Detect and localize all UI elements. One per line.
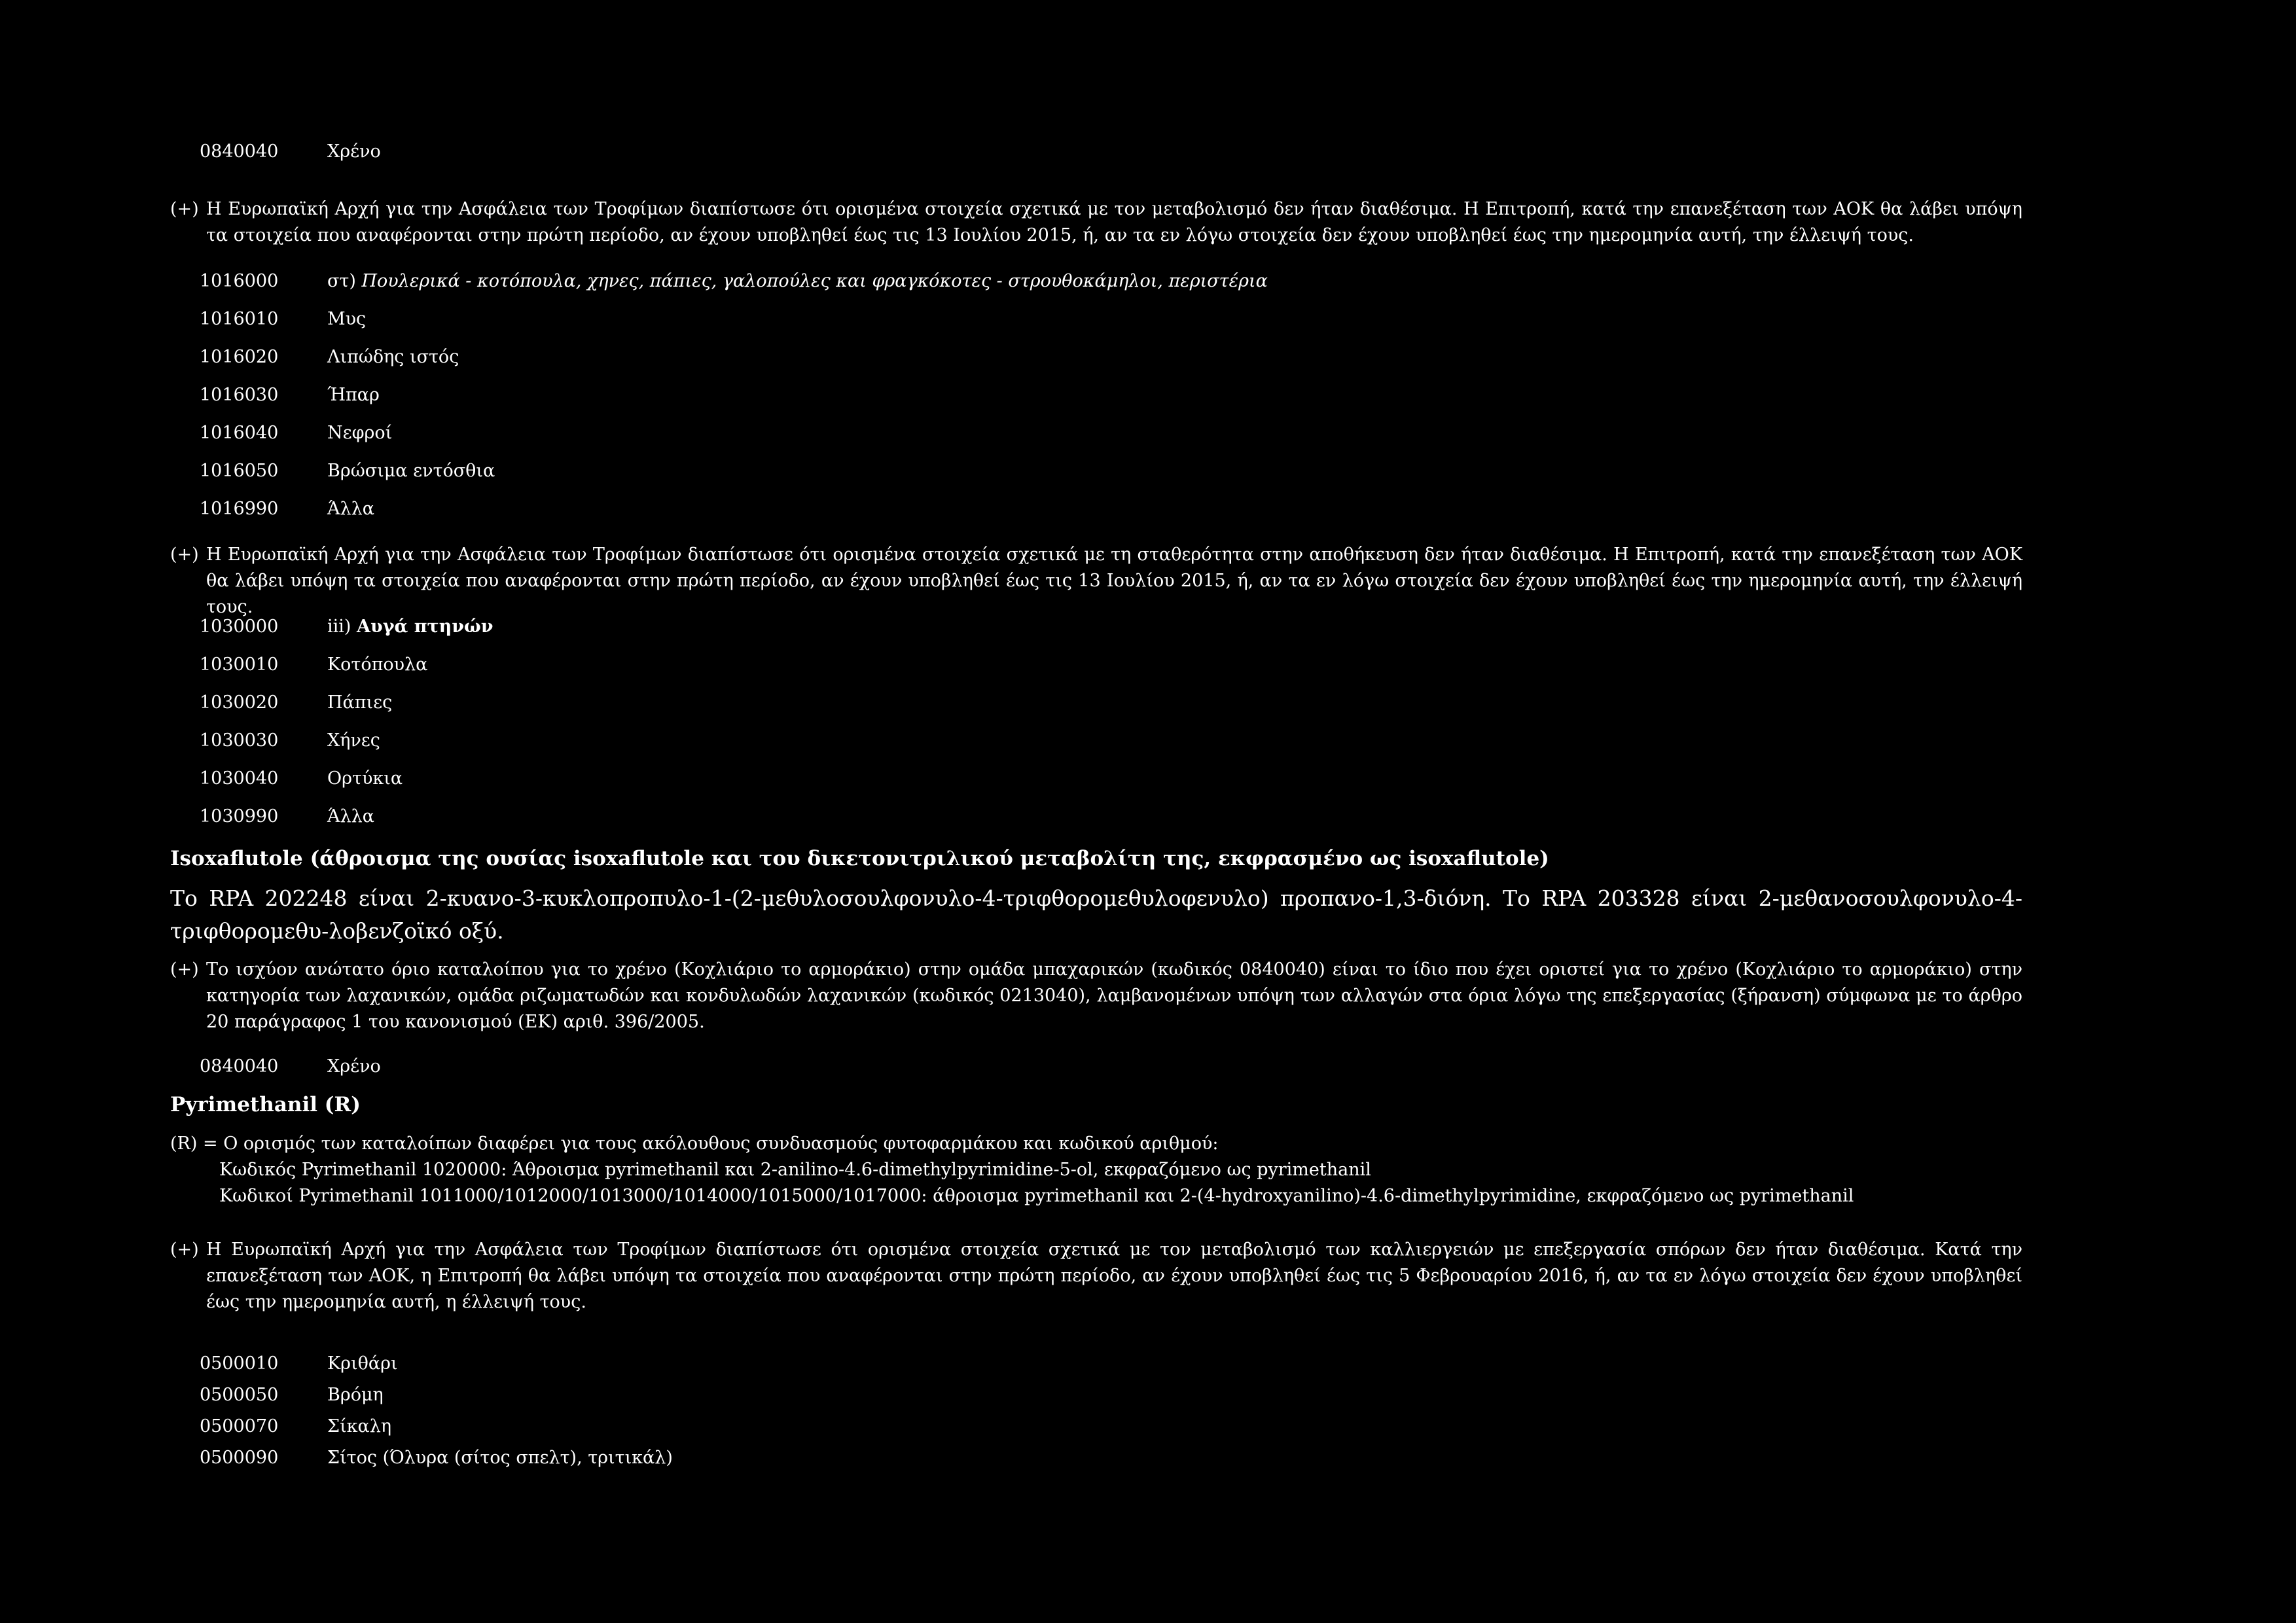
footnote-marker: (+) [170, 199, 199, 219]
table-row-code: 1016020 [200, 347, 279, 367]
code-1030000: 1030000 [200, 616, 279, 637]
table-row-label: Χήνες [327, 730, 380, 751]
footnote-seed-treatment [170, 1237, 2022, 1315]
code-0840040: 0840040 [200, 1056, 279, 1077]
table-row-code: 1016990 [200, 499, 279, 519]
table-row-code: 1030010 [200, 654, 279, 675]
table-row-code: 0500090 [200, 1448, 279, 1468]
footnote-storage-stability [170, 542, 2022, 620]
table-row-label: Βρώσιμα εντόσθια [327, 461, 495, 481]
table-row-code: 1030990 [200, 806, 279, 827]
footnote-marker: (+) [170, 959, 199, 980]
footnote-text: Η Ευρωπαϊκή Αρχή για την Ασφάλεια των Τροφίμων διαπίστωσε ότι ορισμένα στοιχεία σχετικά με τον μεταβολισμό των καλλιεργειών με επεξεργασία σπόρων δεν ήταν διαθέσιμα. Κατά την επανεξέταση των ΑΟΚ, η Επιτροπή θα λάβει υπόψη τα στοιχεία που αναφέρονται στην πρώτη περίοδο, αν έχουν υποβληθεί έως τις 5 Φεβρουαρίου 2016, ή, αν τα εν λόγω στοιχεία δεν έχουν υποβληθεί έως την ημερομηνία αυτή, η έλλειψή τους. [206, 1240, 2022, 1312]
footnote-text: Η Ευρωπαϊκή Αρχή για την Ασφάλεια των Τροφίμων διαπίστωσε ότι ορισμένα στοιχεία σχετικά με τον μεταβολισμό δεν ήταν διαθέσιμα. Η Επιτροπή, κατά την επανεξέταση των ΑΟΚ θα λάβει υπόψη τα στοιχεία που αναφέρονται στην πρώτη περίοδο, αν έχουν υποβληθεί έως τις 13 Ιουλίου 2015, ή, αν τα εν λόγω στοιχεία δεν έχουν υποβληθεί έως την ημερομηνία αυτή, την έλλειψή τους. [206, 199, 2022, 245]
r-line-2: Κωδικός Pyrimethanil 1020000: Άθροισμα pyrimethanil και 2-anilino-4.6-dimethylpyrimidine-5-ol, εκφραζόμενο ως pyrimethanil [219, 1160, 1371, 1180]
table-row-label: Άλλα [327, 806, 374, 827]
code-0840040-top: 0840040 [200, 141, 279, 162]
table-row-label: Κριθάρι [327, 1353, 398, 1374]
table-row-code: 1016040 [200, 423, 279, 443]
table-row-label: Νεφροί [327, 423, 393, 443]
isoxaflutole-heading: Isoxaflutole (άθροισμα της ουσίας isoxaflutole και του δικετονιτριλικού μεταβολίτη της, εκφρασμένο ως isoxaflutole) [170, 847, 1549, 870]
table-row-code: 0500070 [200, 1416, 279, 1436]
footnote-text: Το ισχύον ανώτατο όριο καταλοίπου για το χρένο (Κοχλιάριο το αρμοράκιο) στην ομάδα μπαχαρικών (κωδικός 0840040) είναι το ίδιο που έχει οριστεί για το χρένο (Κοχλιάριο το αρμοράκιο) στην κατηγορία των λαχανικών, ομάδα ριζωματωδών και κονδυλωδών λαχανικών (κωδικός 0213040), λαμβανομένων υπόψη των αλλαγών στα όρια λόγω της επεξεργασίας (ξήρανση) σύμφωνα με το άρθρο 20 παράγραφος 1 του κανονισμού (ΕΚ) αριθ. 396/2005. [206, 959, 2022, 1032]
footnote-horseradish-mrl [170, 957, 2022, 1035]
r-marker: (R) [170, 1133, 198, 1154]
poultry-category-label [327, 268, 1268, 294]
table-row-label: Μυς [327, 309, 367, 329]
footnote-text: Η Ευρωπαϊκή Αρχή για την Ασφάλεια των Τροφίμων διαπίστωσε ότι ορισμένα στοιχεία σχετικά με τη σταθερότητα στην αποθήκευση δεν ήταν διαθέσιμα. Η Επιτροπή, κατά την επανεξέταση των ΑΟΚ θα λάβει υπόψη τα στοιχεία που αναφέρονται στην πρώτη περίοδο, αν έχουν υποβληθεί έως τις 13 Ιουλίου 2015, ή, αν τα εν λόγω στοιχεία δεν έχουν υποβληθεί έως την ημερομηνία αυτή, την έλλειψή τους. [206, 544, 2022, 617]
label-horseradish-top: Χρένο [327, 141, 381, 162]
r-definition-line [170, 1131, 1854, 1157]
table-row-label: Σίκαλη [327, 1416, 392, 1436]
label-horseradish: Χρένο [327, 1056, 381, 1077]
eggs-prefix: iii) [327, 616, 351, 637]
footnote-metabolism-1 [170, 196, 2022, 249]
table-row-label: Άλλα [327, 499, 374, 519]
table-row-label: Ορτύκια [327, 768, 403, 789]
table-row-label: Βρόμη [327, 1385, 384, 1405]
table-row-label: Ήπαρ [327, 385, 380, 405]
poultry-title: Πουλερικά - κοτόπουλα, χηνες, πάπιες, γαλοπούλες και φραγκόκοτες - στρουθοκάμηλοι, περιστέρια [361, 271, 1268, 291]
table-row-label: Πάπιες [327, 692, 393, 713]
code-1016000: 1016000 [200, 271, 279, 291]
footnote-marker: (+) [170, 544, 199, 565]
table-row-code: 1016030 [200, 385, 279, 405]
eggs-category-label [327, 614, 493, 640]
table-row-label: Κοτόπουλα [327, 654, 428, 675]
r-line-1: = Ο ορισμός των καταλοίπων διαφέρει για τους ακόλουθους συνδυασμούς φυτοφαρμάκου και κωδικού αριθμού: [203, 1133, 1219, 1154]
table-row-code: 1016050 [200, 461, 279, 481]
table-row-code: 1030040 [200, 768, 279, 789]
table-row-label: Σίτος (Όλυρα (σίτος σπελτ), τριτικάλ) [327, 1448, 673, 1468]
table-row-label: Λιπώδης ιστός [327, 347, 459, 367]
table-row-code: 1030030 [200, 730, 279, 751]
table-row-code: 1016010 [200, 309, 279, 329]
r-line-3: Κωδικοί Pyrimethanil 1011000/1012000/1013000/1014000/1015000/1017000: άθροισμα pyrimethanil και 2-(4-hydroxyanilino)-4.6-dimethylpyrimidine, εκφραζόμενο ως pyrimethanil [219, 1186, 1854, 1206]
eggs-title: Αυγά πτηνών [357, 616, 493, 637]
table-row-code: 0500050 [200, 1385, 279, 1405]
table-row-code: 0500010 [200, 1353, 279, 1374]
pyrimethanil-residue-definition [170, 1131, 1854, 1209]
footnote-marker: (+) [170, 1240, 199, 1260]
table-row-code: 1030020 [200, 692, 279, 713]
isoxaflutole-definition: Το RPA 202248 είναι 2-κυανο-3-κυκλοπροπυλο-1-(2-μεθυλοσουλφονυλο-4-τριφθορομεθυλοφενυλο) προπανο-1,3-διόνη. Το RPA 203328 είναι 2-μεθανοσουλφονυλο-4-τριφθορομεθυ-λοβενζοϊκό οξύ. [170, 885, 2022, 944]
pyrimethanil-heading: Pyrimethanil (R) [170, 1093, 361, 1116]
poultry-prefix: στ) [327, 271, 356, 291]
